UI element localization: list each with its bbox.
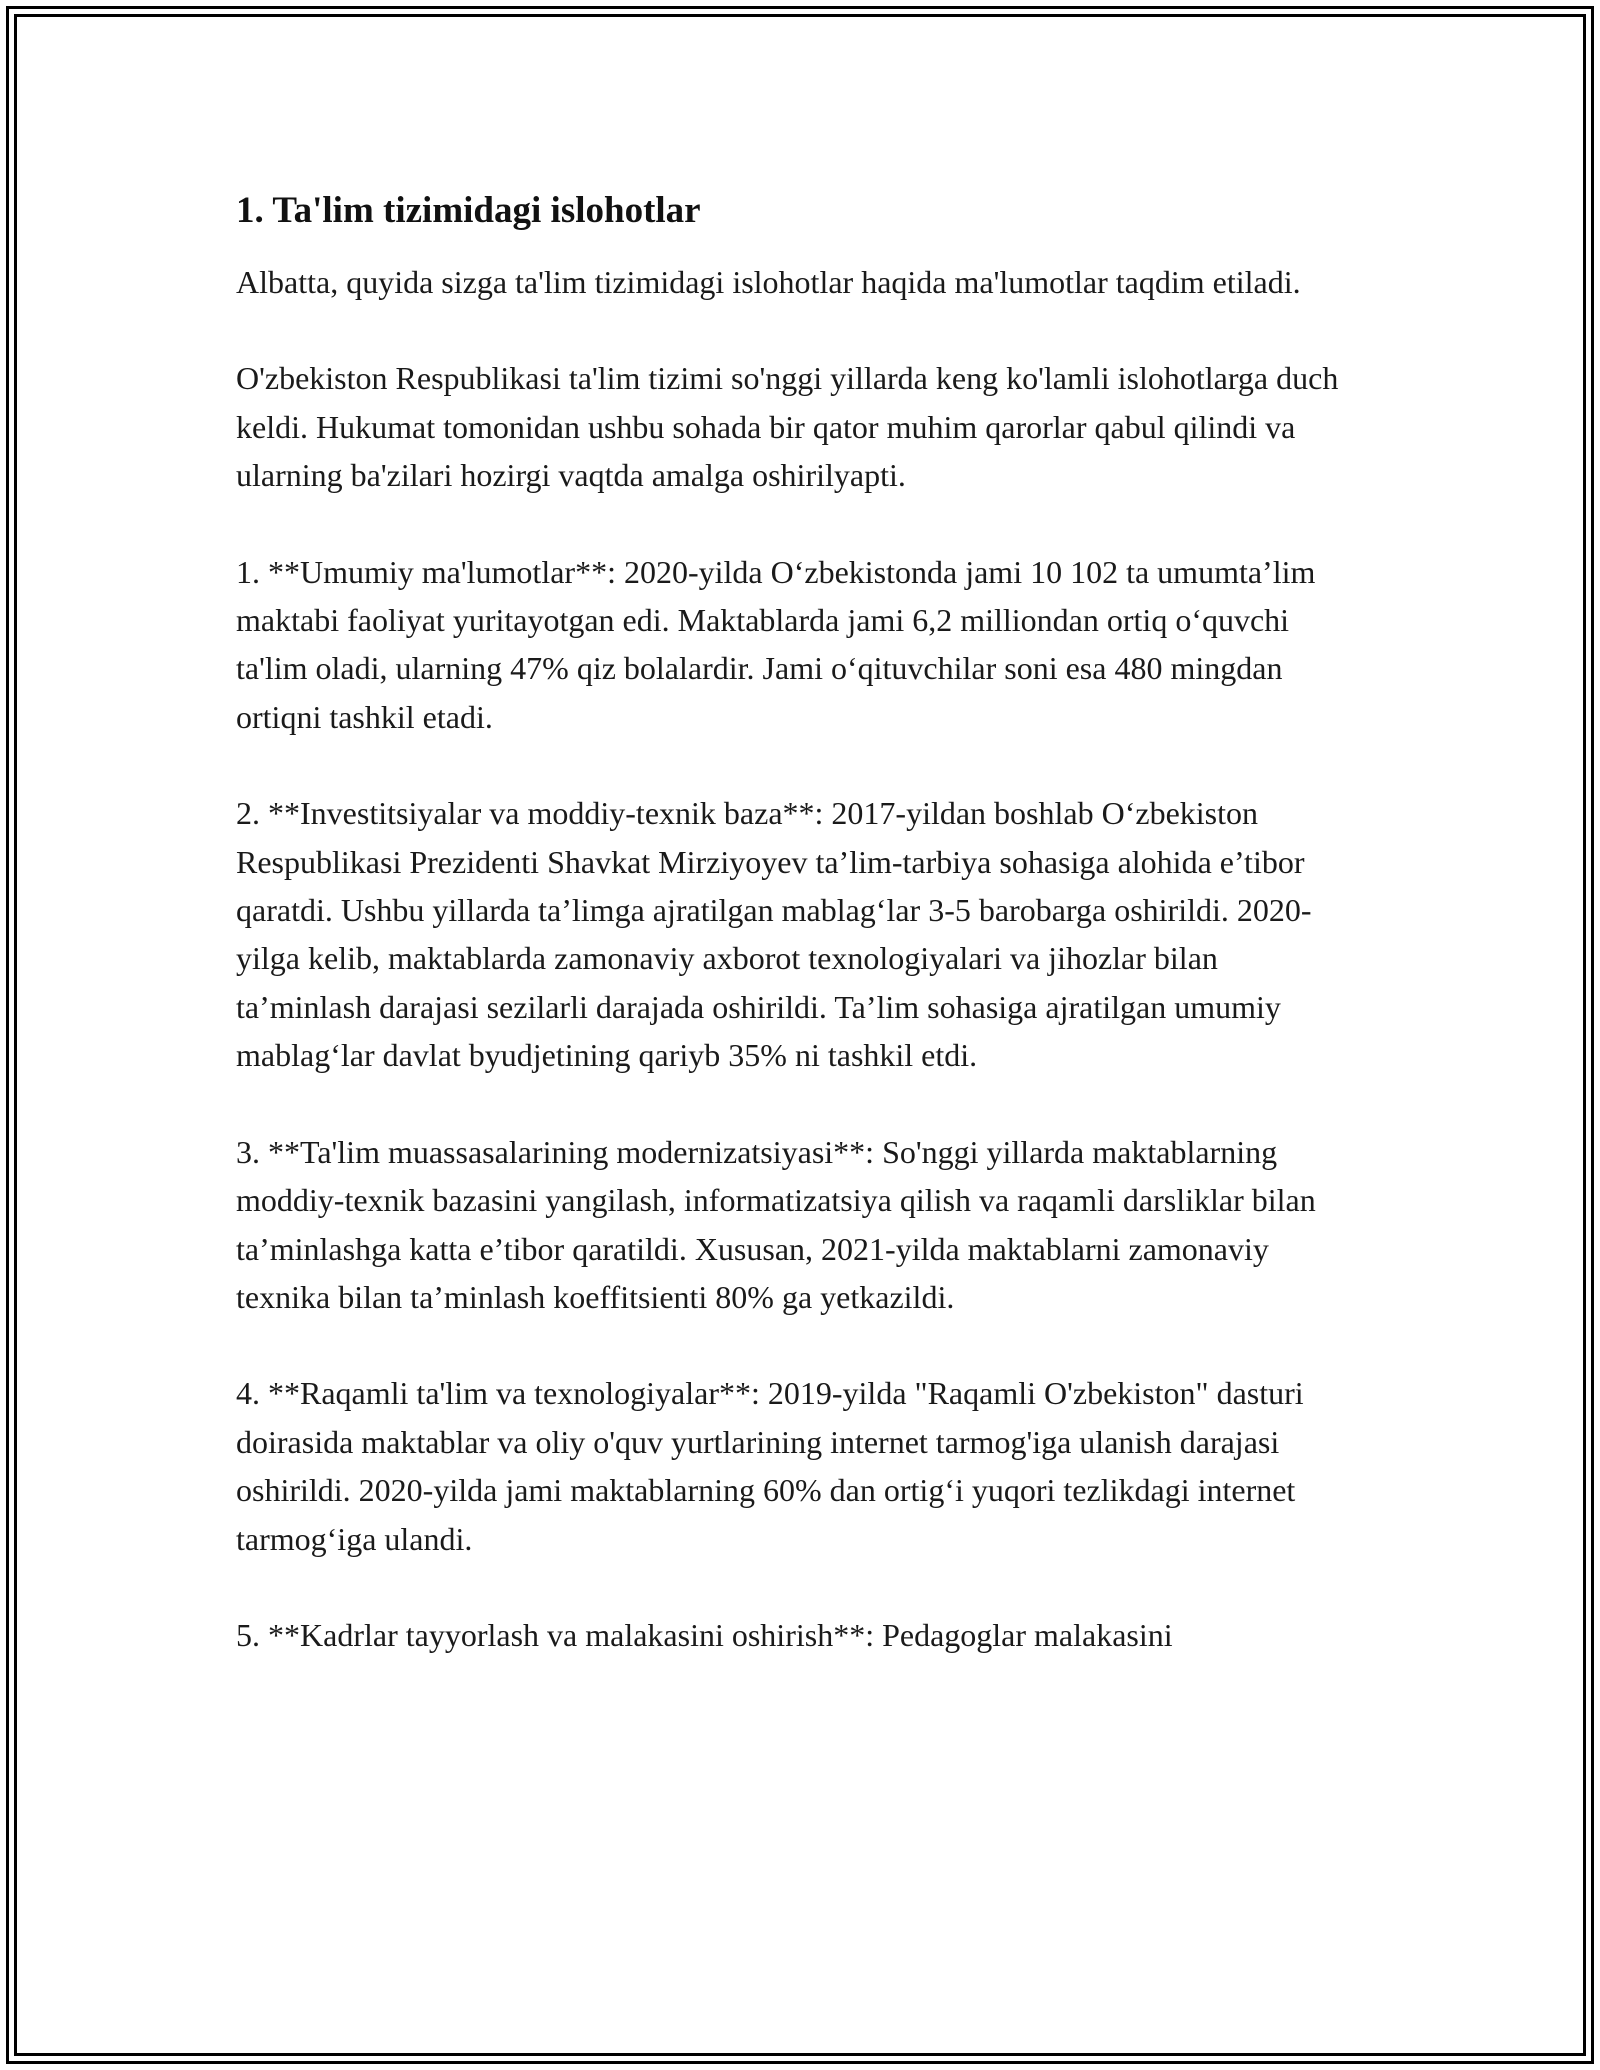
overview-paragraph: O'zbekiston Respublikasi ta'lim tizimi so'nggi yillarda keng ko'lamli islohotlarga duch keldi. Hukumat tomonidan ushbu sohada bir qator muhim qarorlar qabul qilindi va ularning ba'zilari hozirgi vaqtda amalga oshirilyapti.	[236, 360, 1339, 494]
section-heading: 1. Ta'lim tizimidagi islohotlar	[236, 190, 701, 231]
list-item-general-info: 1. **Umumiy ma'lumotlar**: 2020-yilda O‘zbekistonda jami 10 102 ta umumta’lim maktabi faoliyat yuritayotgan edi. Maktablarda jami 6,2 milliondan ortiq o‘quvchi ta'lim oladi, ularning 47% qiz bolalardir. Jami o‘qituvchilar soni esa 480 mingdan ortiqni tashkil etadi.	[236, 553, 1316, 735]
document-body	[236, 186, 1360, 1707]
list-item-staff-training: 5. **Kadrlar tayyorlash va malakasini oshirish**: Pedagoglar malakasini	[236, 1616, 1173, 1653]
intro-paragraph: Albatta, quyida sizga ta'lim tizimidagi islohotlar haqida ma'lumotlar taqdim etiladi.	[236, 264, 1301, 300]
list-item-digital-education: 4. **Raqamli ta'lim va texnologiyalar**: 2019-yilda "Raqamli O'zbekiston" dasturi doirasida maktablar va oliy o'quv yurtlarining internet tarmog'iga ulanish darajasi oshirildi. 2020-yilda jami maktablarning 60% dan ortig‘i yuqori tezlikdagi internet tarmog‘iga ulandi.	[236, 1375, 1304, 1557]
list-item-investments: 2. **Investitsiyalar va moddiy-texnik baza**: 2017-yildan boshlab O‘zbekiston Respublikasi Prezidenti Shavkat Mirziyoyev ta’lim-tarbiya sohasiga alohida e’tibor qaratdi. Ushbu yillarda ta’limga ajratilgan mablag‘lar 3-5 barobarga oshirildi. 2020-yilga kelib, maktablarda zamonaviy axborot texnologiyalari va jihozlar bilan ta’minlash darajasi sezilarli darajada oshirildi. Ta’lim sohasiga ajratilgan umumiy mablag‘lar davlat byudjetining qariyb 35% ni tashkil etdi.	[236, 795, 1312, 1074]
list-item-modernization: 3. **Ta'lim muassasalarining modernizatsiyasi**: So'nggi yillarda maktablarning moddiy-texnik bazasini yangilash, informatizatsiya qilish va raqamli darsliklar bilan ta’minlashga katta e’tibor qaratildi. Xususan, 2021-yilda maktablarni zamonaviy texnika bilan ta’minlash koeffitsienti 80% ga yetkazildi.	[236, 1133, 1316, 1315]
